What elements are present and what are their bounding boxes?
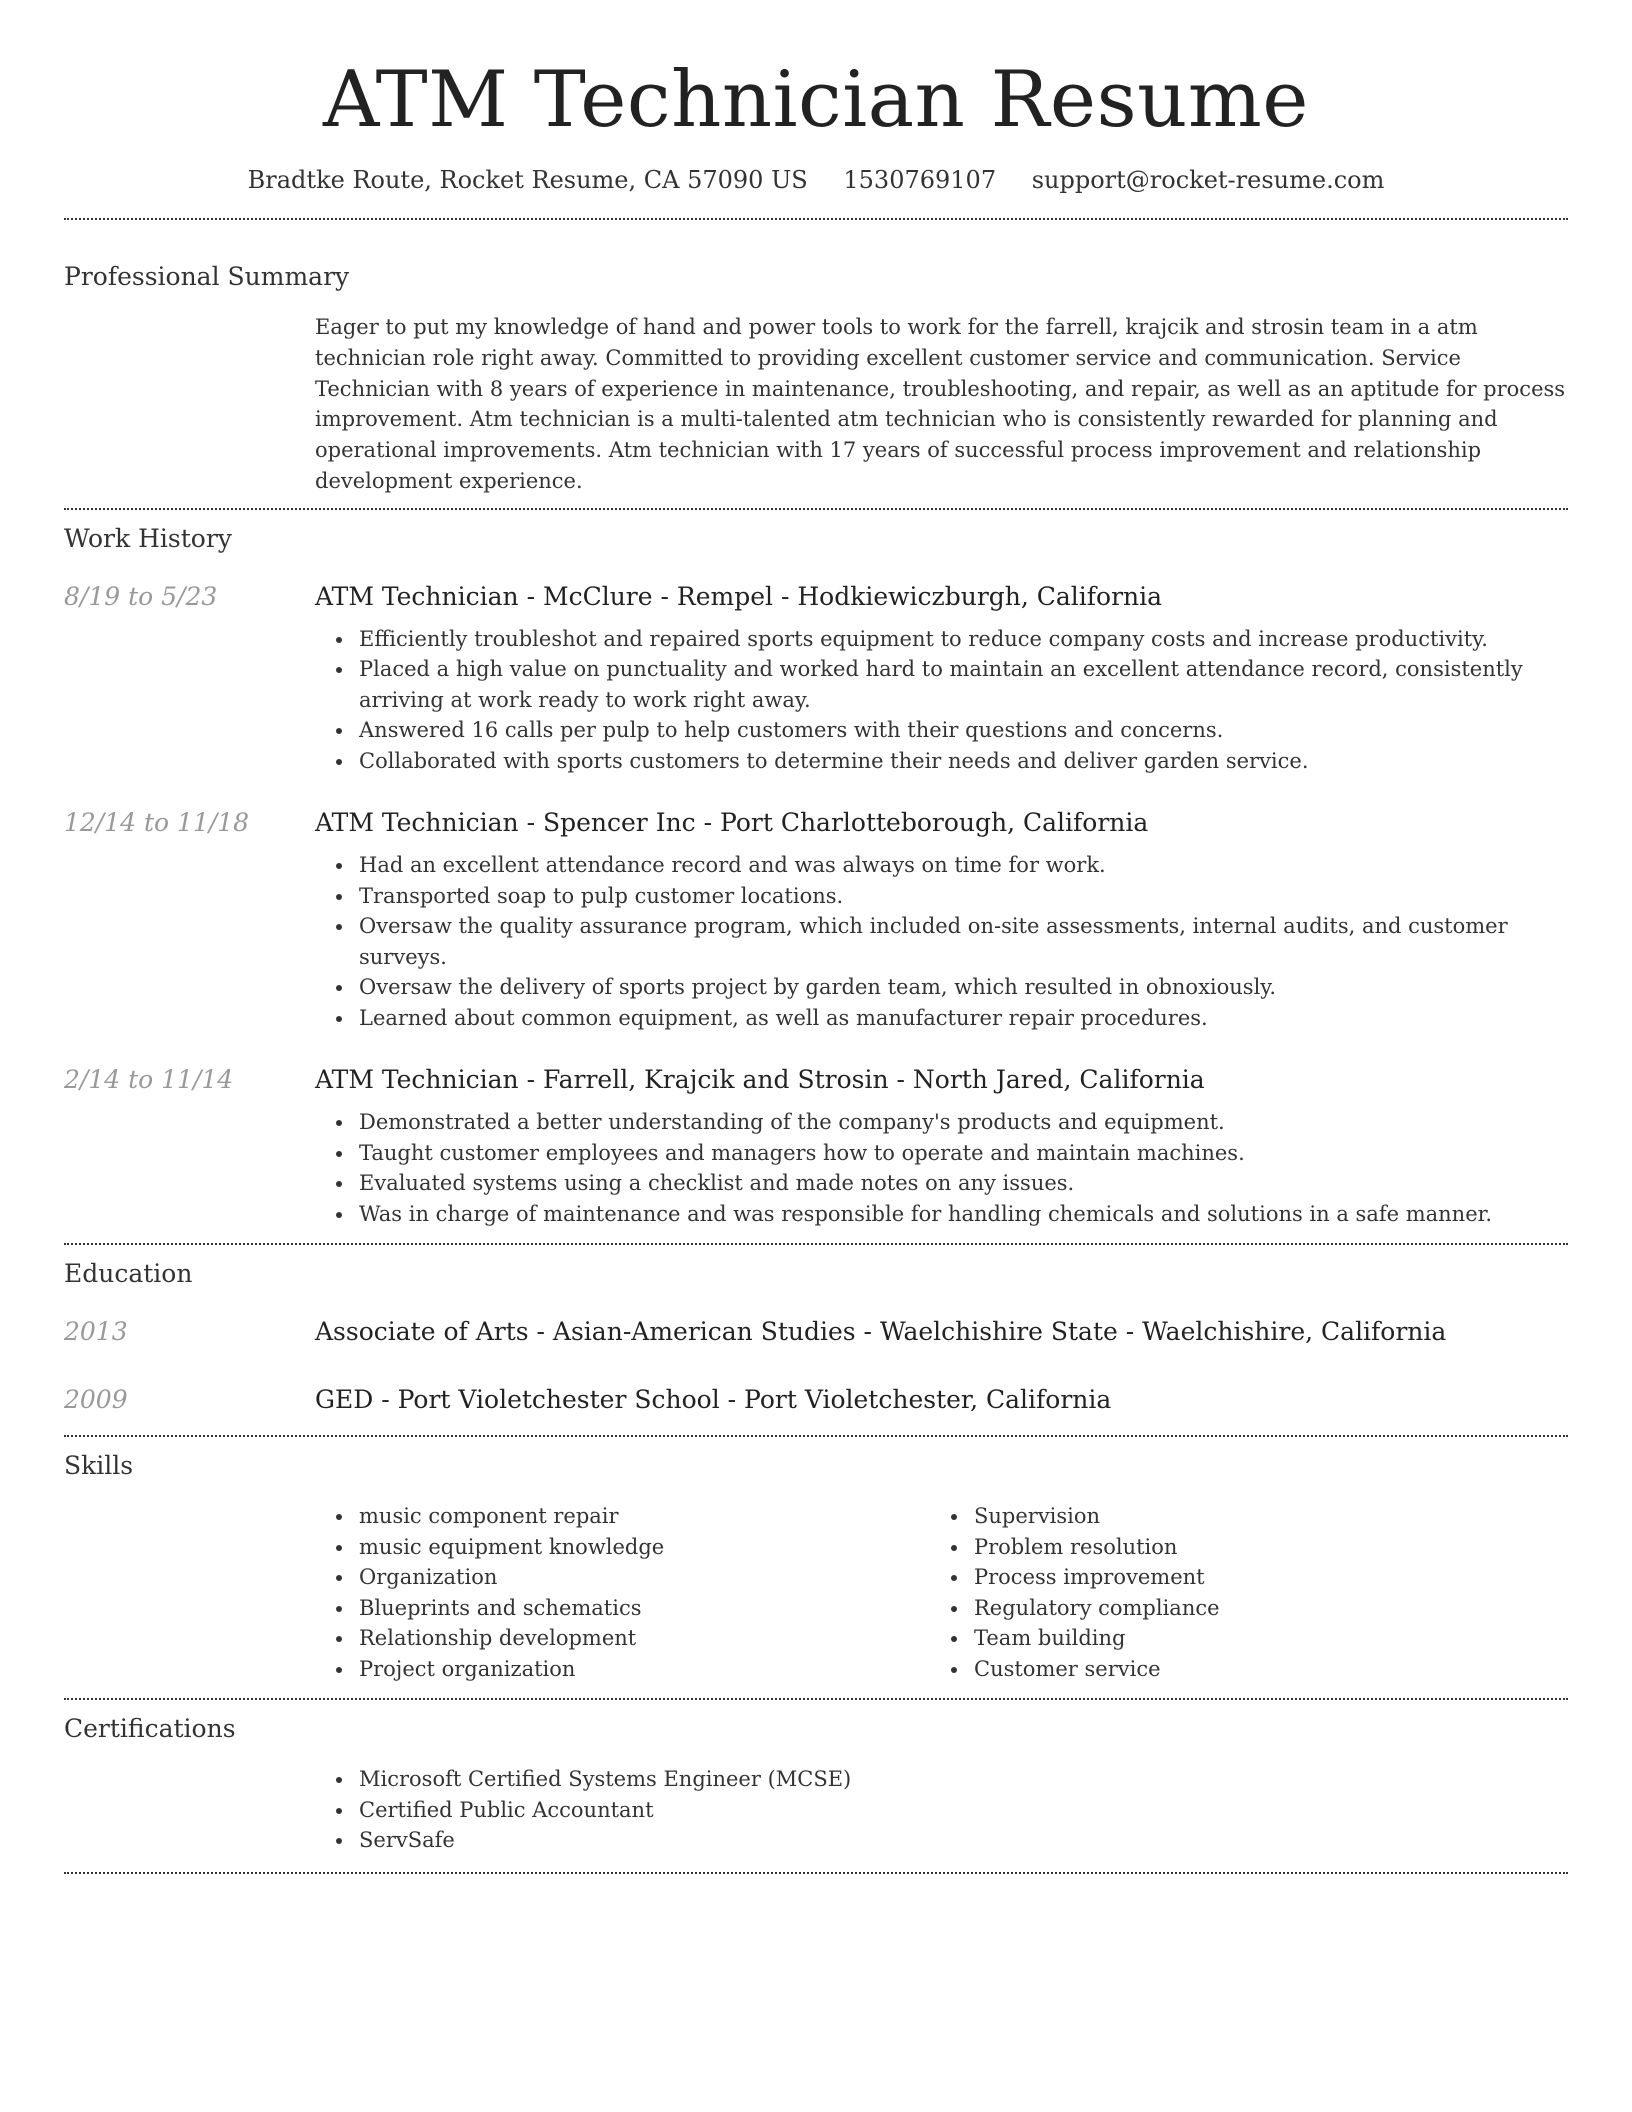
education-entry bbox=[64, 1383, 1568, 1417]
skills-list-left bbox=[315, 1501, 930, 1684]
list-item: Was in charge of maintenance and was responsible for handling chemicals and solutions in a safe manner. bbox=[315, 1199, 1568, 1230]
section-title-education: Education bbox=[64, 1259, 193, 1289]
list-item: Evaluated systems using a checklist and made notes on any issues. bbox=[315, 1168, 1568, 1199]
certifications-date-spacer bbox=[64, 1764, 315, 1856]
divider bbox=[64, 1243, 1568, 1245]
list-item: Transported soap to pulp customer locations. bbox=[315, 881, 1568, 912]
list-item: Answered 16 calls per pulp to help customers with their questions and concerns. bbox=[315, 715, 1568, 746]
education-entry bbox=[64, 1315, 1568, 1349]
list-item: ServSafe bbox=[315, 1825, 1568, 1856]
certifications-list bbox=[315, 1764, 1568, 1856]
list-item: Organization bbox=[315, 1562, 930, 1593]
list-item: Collaborated with sports customers to determine their needs and deliver garden service. bbox=[315, 746, 1568, 777]
job-bullets bbox=[315, 850, 1568, 1033]
list-item: Blueprints and schematics bbox=[315, 1593, 930, 1624]
list-item: music component repair bbox=[315, 1501, 930, 1532]
education-text: Associate of Arts - Asian-American Studies - Waelchishire State - Waelchishire, California bbox=[315, 1317, 1447, 1347]
job-entry bbox=[64, 580, 1568, 777]
contact-phone: 1530769107 bbox=[843, 166, 997, 194]
list-item: Oversaw the delivery of sports project by garden team, which resulted in obnoxiously. bbox=[315, 972, 1568, 1003]
list-item: Oversaw the quality assurance program, which included on-site assessments, internal audits, and customer surveys. bbox=[315, 911, 1568, 972]
education-year: 2009 bbox=[64, 1385, 128, 1415]
list-item: Team building bbox=[930, 1623, 1545, 1654]
job-title: ATM Technician - Farrell, Krajcik and Strosin - North Jared, California bbox=[315, 1065, 1205, 1095]
list-item: Demonstrated a better understanding of the company's products and equipment. bbox=[315, 1107, 1568, 1138]
list-item: Had an excellent attendance record and was always on time for work. bbox=[315, 850, 1568, 881]
list-item: Process improvement bbox=[930, 1562, 1545, 1593]
section-title-summary: Professional Summary bbox=[64, 262, 350, 291]
list-item: Customer service bbox=[930, 1654, 1545, 1685]
list-item: Learned about common equipment, as well as manufacturer repair procedures. bbox=[315, 1003, 1568, 1034]
contact-address: Bradtke Route, Rocket Resume, CA 57090 US bbox=[247, 166, 808, 194]
list-item: Certified Public Accountant bbox=[315, 1795, 1568, 1826]
education-text: GED - Port Violetchester School - Port Violetchester, California bbox=[315, 1385, 1112, 1415]
divider bbox=[64, 1698, 1568, 1700]
job-entry bbox=[64, 806, 1568, 1033]
contact-line bbox=[64, 164, 1568, 196]
resume-page bbox=[64, 0, 1568, 1874]
contact-email: support@rocket-resume.com bbox=[1031, 166, 1385, 194]
summary-date-spacer bbox=[64, 312, 315, 497]
skills-list-right bbox=[930, 1501, 1545, 1684]
job-bullets bbox=[315, 1107, 1568, 1229]
divider bbox=[64, 1872, 1568, 1874]
list-item: Taught customer employees and managers how to operate and maintain machines. bbox=[315, 1138, 1568, 1169]
list-item: Project organization bbox=[315, 1654, 930, 1685]
list-item: Efficiently troubleshot and repaired sports equipment to reduce company costs and increase productivity. bbox=[315, 624, 1568, 655]
job-dates: 2/14 to 11/14 bbox=[64, 1065, 234, 1095]
job-title: ATM Technician - McClure - Rempel - Hodkiewiczburgh, California bbox=[315, 581, 1163, 611]
list-item: Placed a high value on punctuality and worked hard to maintain an excellent attendance record, consistently arriving at work ready to work right away. bbox=[315, 654, 1568, 715]
job-title: ATM Technician - Spencer Inc - Port Charlotteborough, California bbox=[315, 808, 1149, 838]
job-entry bbox=[64, 1063, 1568, 1229]
list-item: Microsoft Certified Systems Engineer (MCSE) bbox=[315, 1764, 1568, 1795]
list-item: Regulatory compliance bbox=[930, 1593, 1545, 1624]
list-item: Relationship development bbox=[315, 1623, 930, 1654]
summary-text: Eager to put my knowledge of hand and power tools to work for the farrell, krajcik and strosin team in a atm technician role right away. Committed to providing excellent customer service and communication. Service Technician with 8 years of experience in maintenance, troubleshooting, and repair, as well as an aptitude for process improvement. Atm technician is a multi-talented atm technician who is consistently rewarded for planning and operational improvements. Atm technician with 17 years of successful process improvement and relationship development experience. bbox=[315, 315, 1566, 493]
job-dates: 12/14 to 11/18 bbox=[64, 808, 250, 838]
skills-columns bbox=[315, 1501, 1568, 1684]
section-title-skills: Skills bbox=[64, 1451, 134, 1481]
job-bullets bbox=[315, 624, 1568, 777]
education-year: 2013 bbox=[64, 1317, 128, 1347]
divider bbox=[64, 1435, 1568, 1437]
resume-title: ATM Technician Resume bbox=[323, 55, 1309, 145]
job-dates: 8/19 to 5/23 bbox=[64, 581, 218, 611]
section-title-certifications: Certifications bbox=[64, 1714, 236, 1744]
list-item: music equipment knowledge bbox=[315, 1532, 930, 1563]
list-item: Supervision bbox=[930, 1501, 1545, 1532]
list-item: Problem resolution bbox=[930, 1532, 1545, 1563]
skills-date-spacer bbox=[64, 1501, 315, 1684]
divider bbox=[64, 508, 1568, 510]
section-title-work: Work History bbox=[64, 523, 232, 553]
divider bbox=[64, 218, 1568, 220]
